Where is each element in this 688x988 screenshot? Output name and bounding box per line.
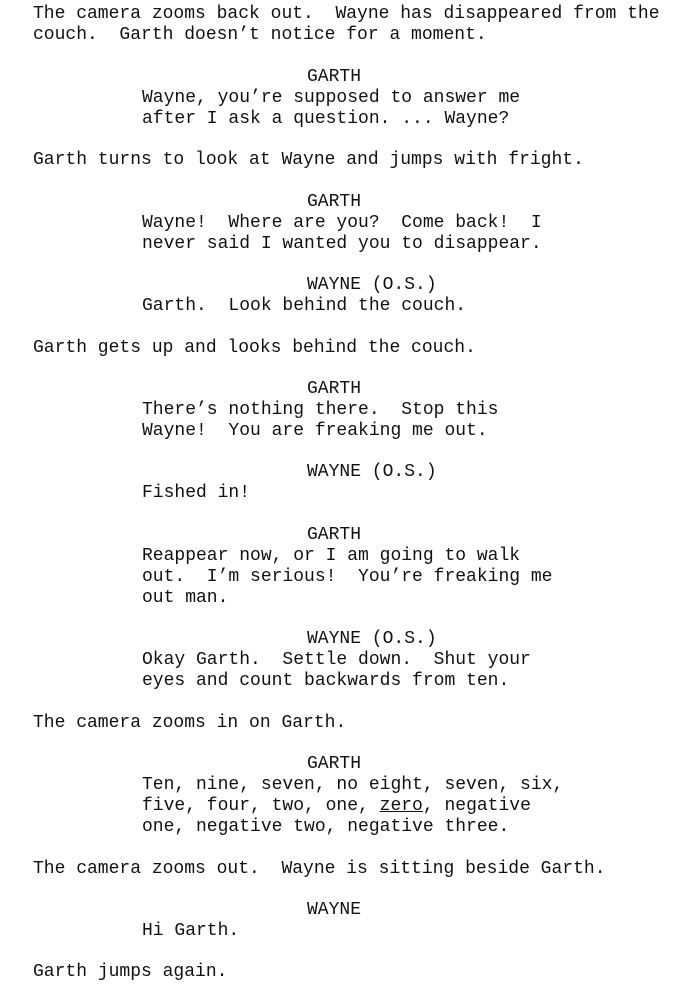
character-name: GARTH [307,379,362,399]
dialogue-line: never said I wanted you to disappear. [142,234,542,254]
action-line: The camera zooms out. Wayne is sitting beside Garth. [33,859,606,879]
character-name: WAYNE [307,900,362,920]
dialogue-line: one, negative two, negative three. [142,817,510,837]
dialogue-line: Wayne! Where are you? Come back! I [142,213,542,233]
dialogue-line: There’s nothing there. Stop this [142,400,499,420]
dialogue-line: out man. [142,588,229,608]
character-name: GARTH [307,754,362,774]
character-name: GARTH [307,192,362,212]
underlined-word: zero [379,796,423,816]
dialogue-line: Okay Garth. Settle down. Shut your [142,650,531,670]
dialogue-line: Garth. Look behind the couch. [142,296,467,316]
action-line: Garth gets up and looks behind the couch. [33,338,476,358]
dialogue-line: Wayne! You are freaking me out. [142,421,488,441]
action-line: The camera zooms in on Garth. [33,713,347,733]
dialogue-line: Wayne, you’re supposed to answer me [142,88,521,108]
dialogue-segment: , negative [422,796,531,816]
dialogue-line: eyes and count backwards from ten. [142,671,510,691]
dialogue-segment: five, four, two, one, [142,796,380,816]
dialogue-line: Ten, nine, seven, no eight, seven, six, [142,775,564,795]
action-line: couch. Garth doesn’t notice for a moment. [33,25,487,45]
character-name: WAYNE (O.S.) [307,462,437,482]
character-name: GARTH [307,67,362,87]
dialogue-line [142,796,531,817]
dialogue-line: Hi Garth. [142,921,240,941]
dialogue-line: Reappear now, or I am going to walk [142,546,521,566]
action-line: The camera zooms back out. Wayne has disappeared from the [33,4,660,24]
dialogue-line: after I ask a question. ... Wayne? [142,109,510,129]
character-name: WAYNE (O.S.) [307,275,437,295]
dialogue-line: out. I’m serious! You’re freaking me [142,567,553,587]
dialogue-line: Fished in! [142,483,251,503]
action-line: Garth turns to look at Wayne and jumps with fright. [33,150,584,170]
character-name: WAYNE (O.S.) [307,629,437,649]
action-line: Garth jumps again. [33,962,228,982]
character-name: GARTH [307,525,362,545]
